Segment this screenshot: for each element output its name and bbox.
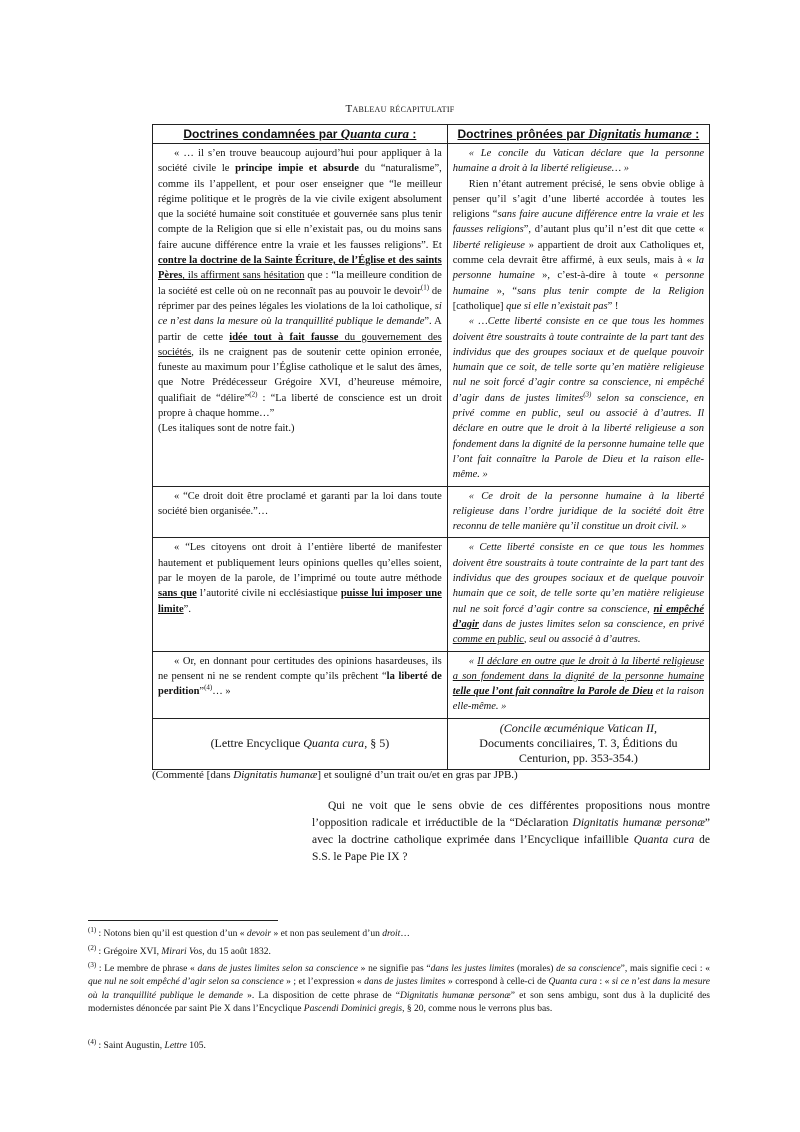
comment-note: (Commenté [dans Dignitatis humanæ] et souligné d’un trait ou/et en gras par JPB.) xyxy=(152,769,518,781)
table-row xyxy=(153,144,710,487)
source-vatican-ii: (Concile œcuménique Vatican II, Documents conciliaires, T. 3, Éditions du Centurion, pp. 353-354.) xyxy=(447,718,709,769)
condemned-cell-1: « … il s’en trouve beaucoup aujourd’hui pour appliquer à la société civile le principe impie et absurde du “naturalisme”, comme ils l’appellent, et pour oser enseigner que “le meilleur régime politique et le progrès de la vie civile exigent absolument que la société humaine soit constituée et gouvernée sans plus tenir compte de la Religion que si elle n’existait pas, ou du moins sans faire aucune différence entre la vraie et les fausses religions”. Et contre la doctrine de la Sainte Écriture, de l’Église et des saints Pères, ils affirment sans hésitation que : “la meilleure condition de la société est celle où on ne reconnaît pas au pouvoir le devoir$^{(1)}$ de réprimer par des peines légales les violations de la loi catholique, si ce n’est dans la mesure où la tranquillité publique le demande”. A partir de cette idée tout à fait fausse du gouvernement des sociétés, ils ne craignent pas de soutenir cette opinion erronée, funeste au maximum pour l’Église catholique et le salut des âmes, que Notre Prédécesseur Grégoire XVI, d’heureuse mémoire, qualifiait de “délire”$^{(2)}$ : “La liberté de conscience est un droit propre à chaque homme…” (Les italiques sont de notre fait.) xyxy=(153,144,448,487)
footnote-2: $^{(2)}$ : Grégoire XVI, Mirari Vos, du 15 août 1832. xyxy=(88,943,271,957)
table-row xyxy=(153,538,710,651)
table-header-row xyxy=(153,125,710,144)
promoted-cell-4: « Il déclare en outre que le droit à la liberté religieuse a son fondement dans la dignité de la personne humaine telle que l’ont fait connaître la Parole de Dieu et la raison elle-même. » xyxy=(447,651,709,718)
footnote-1: $^{(1)}$ : Notons bien qu’il est question d’un « devoir » et non pas seulement d’un droit… xyxy=(88,925,410,939)
promoted-cell-3: « Cette liberté consiste en ce que tous les hommes doivent être soustraits à toute contrainte de la part tant des individus que des groupes sociaux et de quelque pouvoir humain que ce soit, de telle sorte qu’en matière religieuse nul ne soit forcé d’agir contre sa conscience, ni empêché d’agir dans de justes limites selon sa conscience, en privé comme en public, seul ou associé à d’autres. xyxy=(447,538,709,651)
condemned-cell-3: « “Les citoyens ont droit à l’entière liberté de manifester hautement et publiquement leurs opinions quelles qu’elles soient, par le moyen de la parole, de l’imprimé ou toute autre méthode sans que l’autorité civile ni ecclésiastique puisse lui imposer une limite”. xyxy=(153,538,448,651)
page-title: Tableau récapitulatif xyxy=(345,103,455,115)
table-row xyxy=(153,486,710,538)
promoted-cell-2: « Ce droit de la personne humaine à la liberté religieuse dans l’ordre juridique de la société doit être reconnu de telle manière qu’il constitue un droit civil. » xyxy=(447,486,709,538)
recap-table xyxy=(152,124,710,770)
table-row xyxy=(153,651,710,718)
footnote-divider xyxy=(88,920,278,921)
promoted-cell-1: « Le concile du Vatican déclare que la personne humaine a droit à la liberté religieuse… » Rien n’étant autrement précisé, le sens obvie oblige à penser qu’il s’agit d’une liberté accordée à toutes les religions “sans faire aucune différence entre la vraie et les fausses religions”, d’autant plus qu’il n’est dit que cette « liberté religieuse » appartient de droit aux Catholiques et, comme cela devrait être affirmé, à eux seuls, mais à « la personne humaine », c’est-à-dire à toute « personne humaine », “sans plus tenir compte de la Religion [catholique] que si elle n’existait pas” ! « …Cette liberté consiste en ce que tous les hommes doivent être soustraits à toute contrainte de la part tant des individus que des groupes sociaux et de quelque pouvoir humain que ce soit, de telle sorte qu’en matière religieuse nul ne soit forcé d’agir contre sa conscience, ni empêché d’agir dans de justes limites$^{(3)}$ selon sa conscience, en privé comme en public, seul ou associé à d’autres. Il déclare en outre que le droit à la liberté religieuse a son fondement dans la dignité de la personne humaine telle que l’ont fait connaître la Parole de Dieu et la raison elle-même. » xyxy=(447,144,709,487)
sources-row xyxy=(153,718,710,769)
column-header-condemned: Doctrines condamnées par Quanta cura : xyxy=(153,125,448,144)
footnote-4: $^{(4)}$ : Saint Augustin, Lettre 105. xyxy=(88,1037,206,1051)
condemned-cell-2: « “Ce droit doit être proclamé et garanti par la loi dans toute société bien organisée.”… xyxy=(153,486,448,538)
column-header-promoted: Doctrines prônées par Dignitatis humanæ : xyxy=(447,125,709,144)
footnote-3: $^{(3)}$ : Le membre de phrase « dans de justes limites selon sa conscience » ne signifie pas “dans les justes limites (morales) de sa conscience”, mais signifie ceci : « que nul ne soit empêché d’agir selon sa conscience » ; et l’expression « dans de justes limites » correspond à celle-ci de Quanta cura : « si ce n’est dans la mesure où la tranquillité publique le demande ». La disposition de cette phrase de “Dignitatis humanæ personæ” et son sens ambigu, sont dus à la duplicité des modernistes dénoncée par saint Pie X dans l’Encyclique Pascendi Dominici gregis, § 20, comme nous le verrons plus bas. xyxy=(88,960,711,1014)
body-paragraph: Qui ne voit que le sens obvie de ces différentes propositions nous montre l’opposition radicale et irréductible de la “Déclaration Dignitatis humanæ personæ” avec la doctrine catholique exprimée dans l’Encyclique infaillible Quanta cura de S.S. le Pape Pie IX ? xyxy=(312,800,710,863)
condemned-cell-4: « Or, en donnant pour certitudes des opinions hasardeuses, ils ne pensent ni ne se rendent compte qu’ils prêchent “la liberté de perdition”$^{(4)}$… » xyxy=(153,651,448,718)
source-quanta-cura: (Lettre Encyclique Quanta cura, § 5) xyxy=(153,718,448,769)
